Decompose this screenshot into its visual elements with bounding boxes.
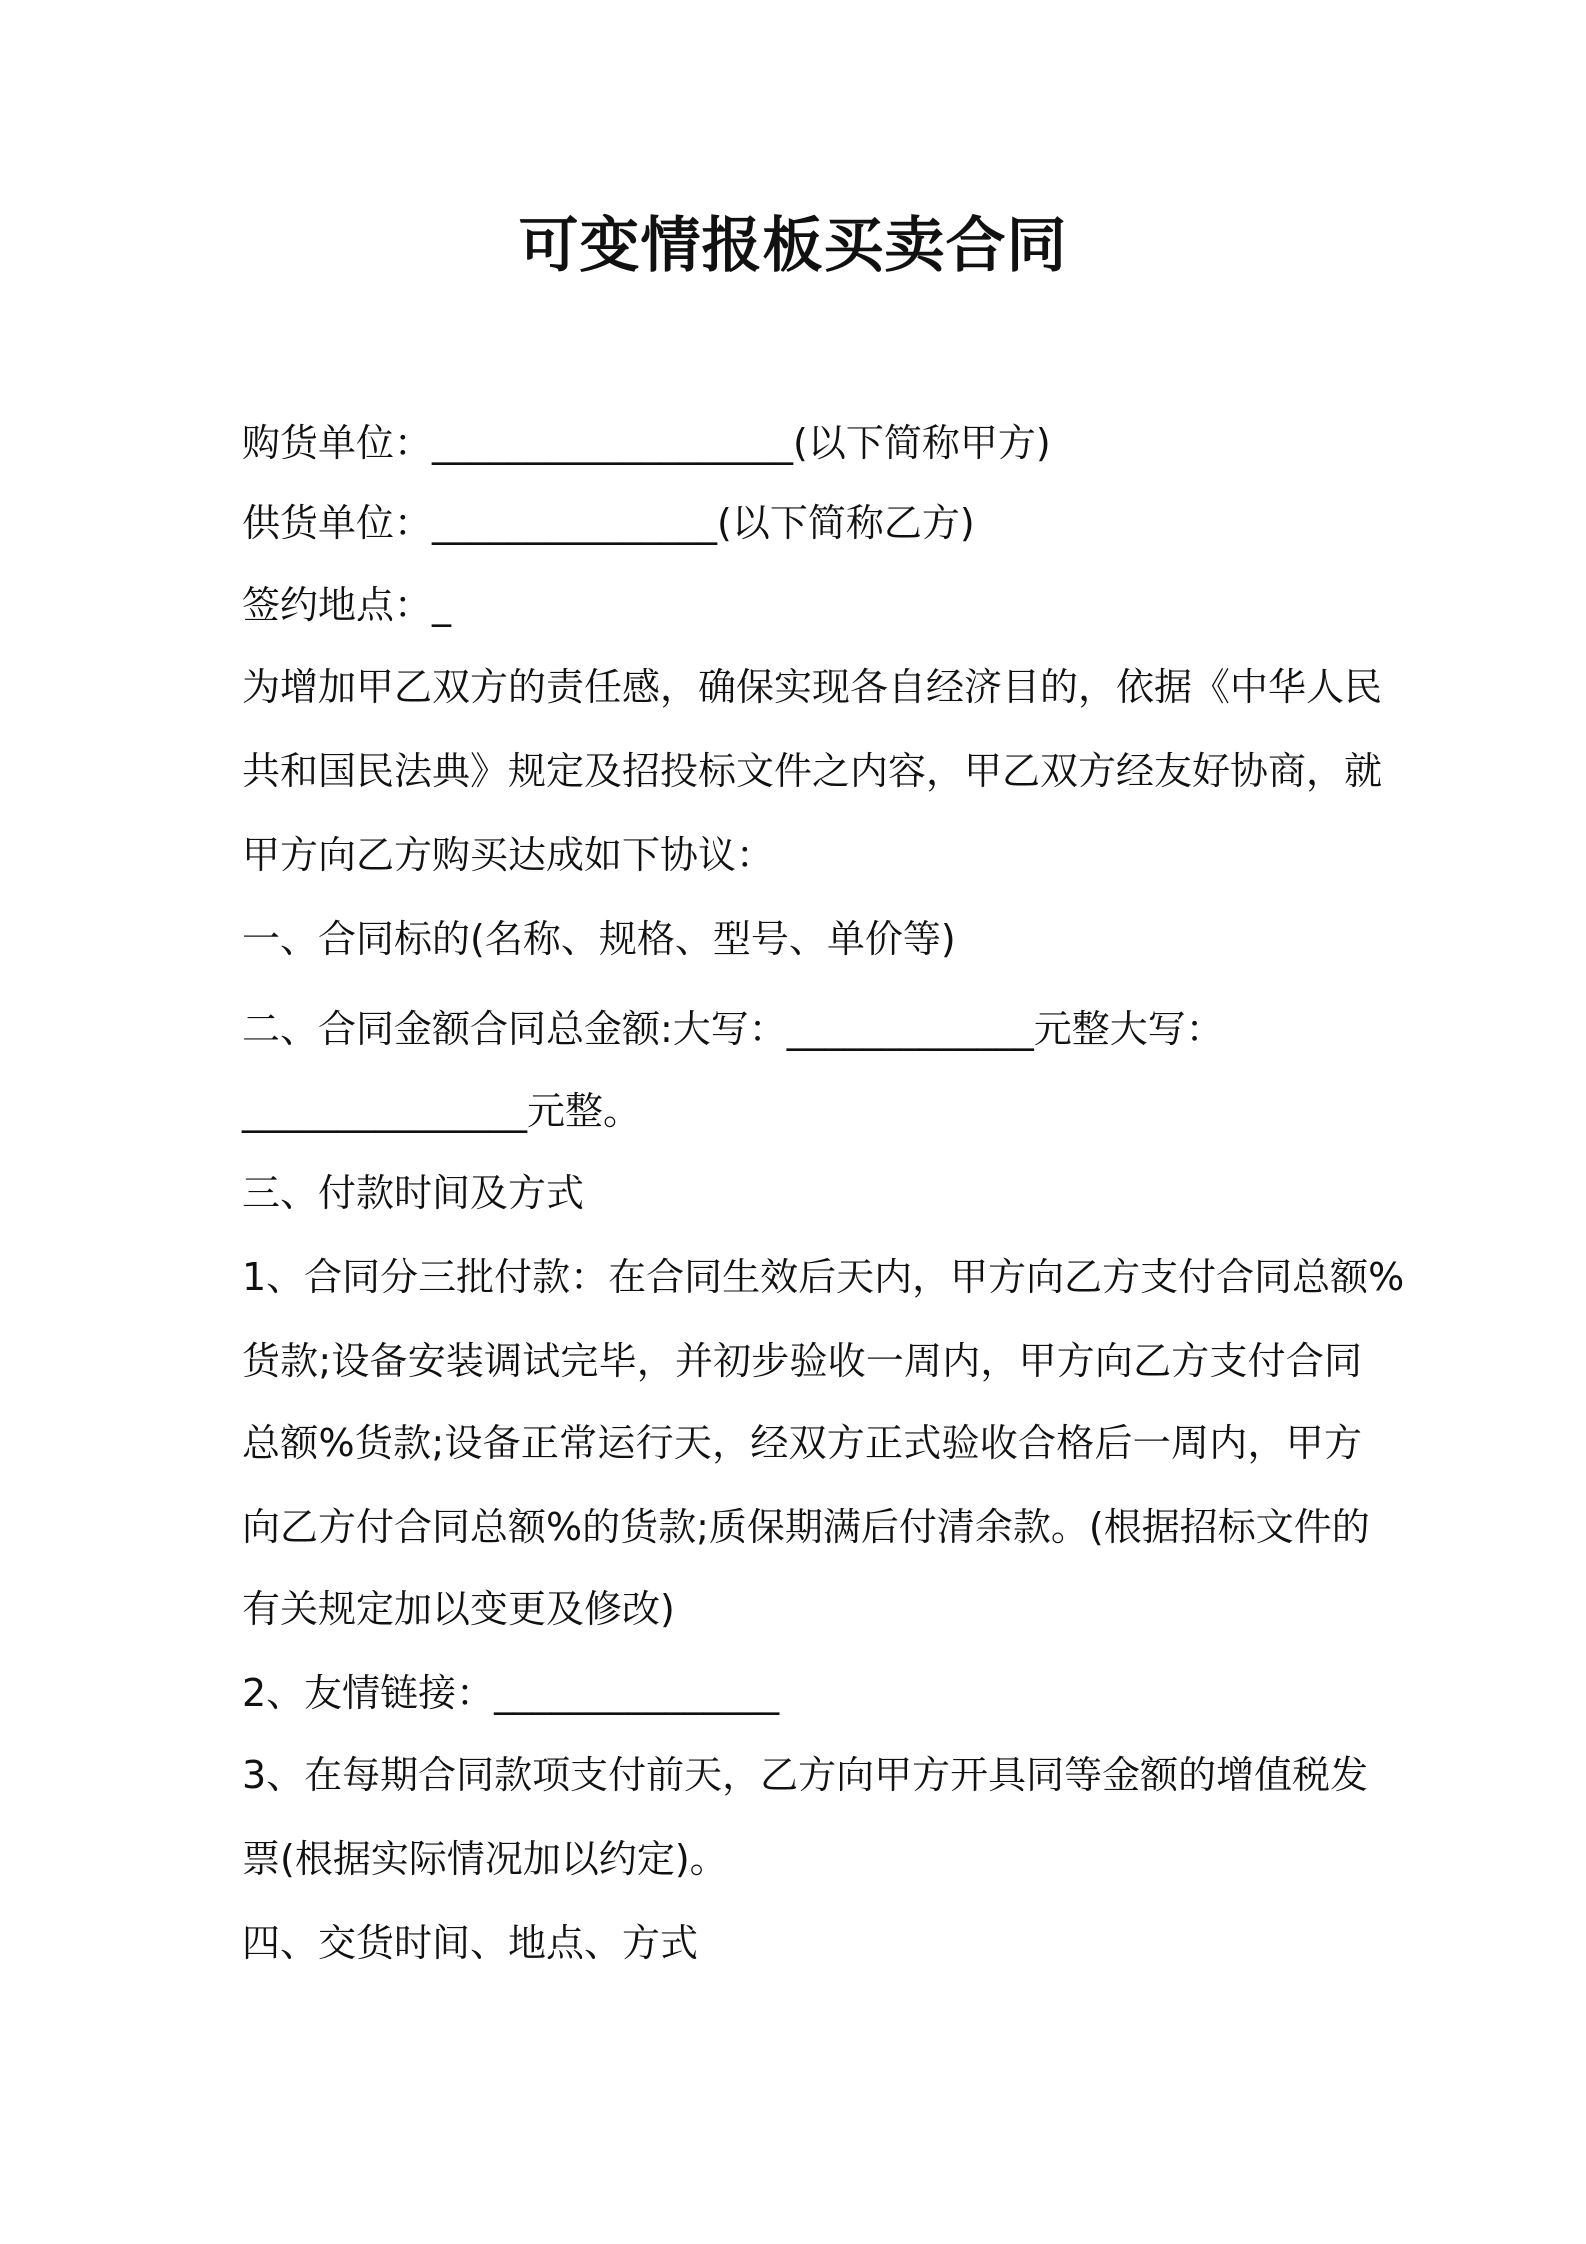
friend-link-line: 2、友情链接：_______________: [242, 1671, 780, 1715]
supplier-line: 供货单位：_______________(以下简称乙方): [242, 501, 975, 545]
invoice-clause-line-1: 3、在每期合同款项支付前天，乙方向甲方开具同等金额的增值税发: [242, 1753, 1369, 1797]
preamble-line-3: 甲方向乙方购买达成如下协议：: [242, 833, 775, 877]
section-2-line-1: 二、合同金额合同总金额:大写：_____________元整大写：: [242, 1007, 1224, 1051]
payment-clause-line-4: 向乙方付合同总额%的货款;质保期满后付清余款。(根据招标文件的: [242, 1505, 1370, 1549]
section-2-line-2: _______________元整。: [242, 1089, 642, 1133]
invoice-clause-line-2: 票(根据实际情况加以约定)。: [242, 1837, 728, 1881]
signing-place-line: 签约地点：_: [242, 583, 452, 627]
payment-clause-line-5: 有关规定加以变更及修改): [242, 1587, 675, 1631]
preamble-line-1: 为增加甲乙双方的责任感，确保实现各自经济目的，依据《中华人民: [242, 665, 1383, 709]
payment-clause-line-2: 货款;设备安装调试完毕，并初步验收一周内，甲方向乙方支付合同: [242, 1339, 1362, 1383]
payment-clause-line-3: 总额%货款;设备正常运行天，经双方正式验收合格后一周内，甲方: [242, 1421, 1362, 1465]
document-title: 可变情报板买卖合同: [518, 211, 1068, 281]
section-1-heading: 一、合同标的(名称、规格、型号、单价等): [242, 917, 956, 961]
preamble-line-2: 共和国民法典》规定及招投标文件之内容，甲乙双方经友好协商，就: [242, 749, 1383, 793]
buyer-line: 购货单位：___________________(以下简称甲方): [242, 421, 1051, 465]
section-3-heading: 三、付款时间及方式: [242, 1171, 585, 1215]
payment-clause-line-1: 1、合同分三批付款：在合同生效后天内，甲方向乙方支付合同总额%: [242, 1255, 1405, 1299]
section-4-heading: 四、交货时间、地点、方式: [242, 1921, 699, 1965]
